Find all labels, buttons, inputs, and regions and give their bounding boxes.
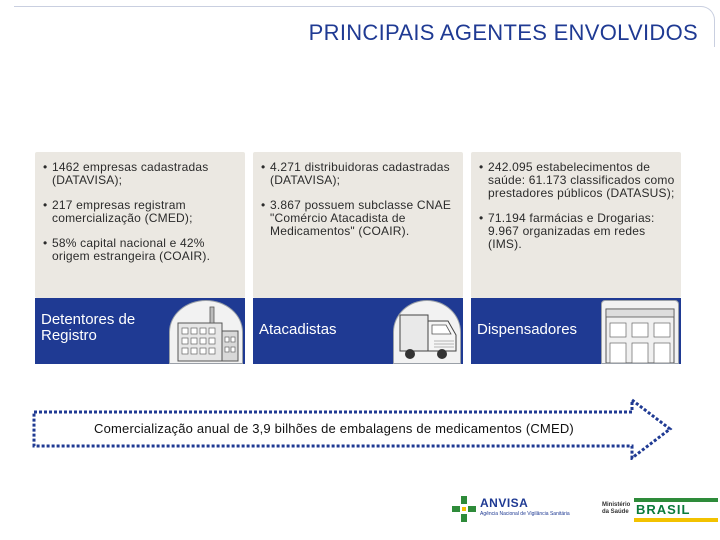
column-dispensadores — [471, 152, 681, 364]
column-text-box — [35, 152, 245, 298]
bullet-list — [479, 161, 675, 251]
pharmacy-icon — [601, 300, 679, 364]
list-item: • 4.271 distribuidoras cadastradas (DATAVISA); — [261, 160, 450, 187]
brasil-wordmark: BRASIL — [636, 502, 691, 517]
bullet-list — [43, 161, 239, 263]
anvisa-subtitle: Agência Nacional de Vigilância Sanitária — [480, 511, 570, 517]
truck-icon — [393, 300, 461, 364]
column-footer — [471, 298, 681, 364]
column-footer — [253, 298, 463, 364]
factory-icon — [169, 300, 243, 364]
bullet-list — [261, 161, 457, 238]
list-item: • 1462 empresas cadastradas (DATAVISA); — [43, 160, 209, 187]
anvisa-logo — [452, 496, 584, 526]
list-item: • 71.194 farmácias e Drogarias: 9.967 organizadas em redes (IMS). — [479, 211, 655, 251]
column-footer — [35, 298, 245, 364]
page-title: PRINCIPAIS AGENTES ENVOLVIDOS — [308, 20, 698, 45]
anvisa-wordmark: ANVISA — [480, 496, 529, 510]
column-text-box — [253, 152, 463, 298]
brasil-government-logo — [602, 498, 720, 524]
ministerio-label: Ministério da Saúde — [602, 502, 631, 515]
list-item: • 242.095 estabelecimentos de saúde: 61.173 classificados como prestadores públicos (DATASUS); — [479, 160, 675, 200]
column-atacadistas — [253, 152, 463, 364]
list-item: • 58% capital nacional e 42% origem estrangeira (COAIR). — [43, 236, 211, 263]
column-label: Atacadistas — [259, 321, 337, 338]
commercialization-arrow — [32, 398, 674, 460]
list-item: • 3.867 possuem subclasse CNAE "Comércio Atacadista de Medicamentos" (COAIR). — [261, 198, 452, 238]
column-label: Dispensadores — [477, 321, 578, 338]
column-detentores — [35, 152, 245, 364]
column-text-box — [471, 152, 681, 298]
column-label: Detentores de Registro — [41, 311, 136, 344]
list-item: • 217 empresas registram comercialização (CMED); — [43, 198, 193, 225]
arrow-text: Comercialização anual de 3,9 bilhões de embalagens de medicamentos (CMED) — [94, 421, 574, 436]
anvisa-cross-icon — [452, 496, 476, 522]
